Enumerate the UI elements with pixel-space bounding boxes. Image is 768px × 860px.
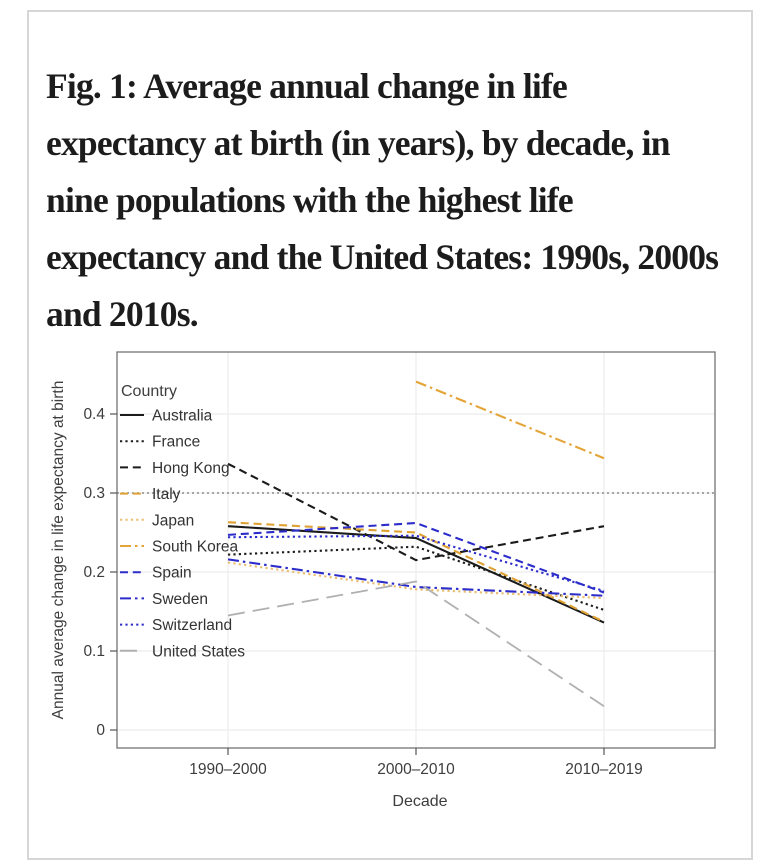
legend-label-hong-kong: Hong Kong [152, 459, 230, 477]
legend-label-spain: Spain [152, 564, 192, 582]
figure-title: Fig. 1: Average annual change in life expectancy at birth (in years), by decade, in nine populations with the highest life expectancy and the United States: 1990s, 2000s and 2010s. [46, 66, 719, 334]
y-tick-label: 0.2 [83, 564, 105, 581]
legend-label-australia: Australia [152, 407, 213, 425]
legend-label-italy: Italy [152, 486, 181, 504]
chart-area [0, 330, 768, 830]
legend-label-france: France [152, 433, 201, 451]
legend-label-switzerland: Switzerland [152, 617, 233, 635]
y-tick-label: 0.4 [83, 406, 105, 423]
legend-label-japan: Japan [152, 512, 195, 530]
y-axis-title: Annual average change in life expectancy at birth [50, 380, 67, 720]
series-line-south-korea [416, 382, 604, 459]
life-expectancy-line-chart [0, 330, 768, 830]
x-tick-label: 1990–2000 [189, 761, 267, 778]
legend-label-united-states: United States [152, 643, 246, 661]
x-tick-label: 2000–2010 [377, 761, 455, 778]
y-tick-label: 0.1 [83, 643, 105, 660]
legend-title: Country [121, 383, 178, 400]
legend-label-sweden: Sweden [152, 590, 209, 608]
legend-label-south-korea: South Korea [152, 538, 239, 556]
y-tick-label: 0.3 [83, 485, 105, 502]
x-axis-title: Decade [392, 793, 448, 810]
y-tick-label: 0 [96, 722, 105, 739]
x-tick-label: 2010–2019 [565, 761, 643, 778]
